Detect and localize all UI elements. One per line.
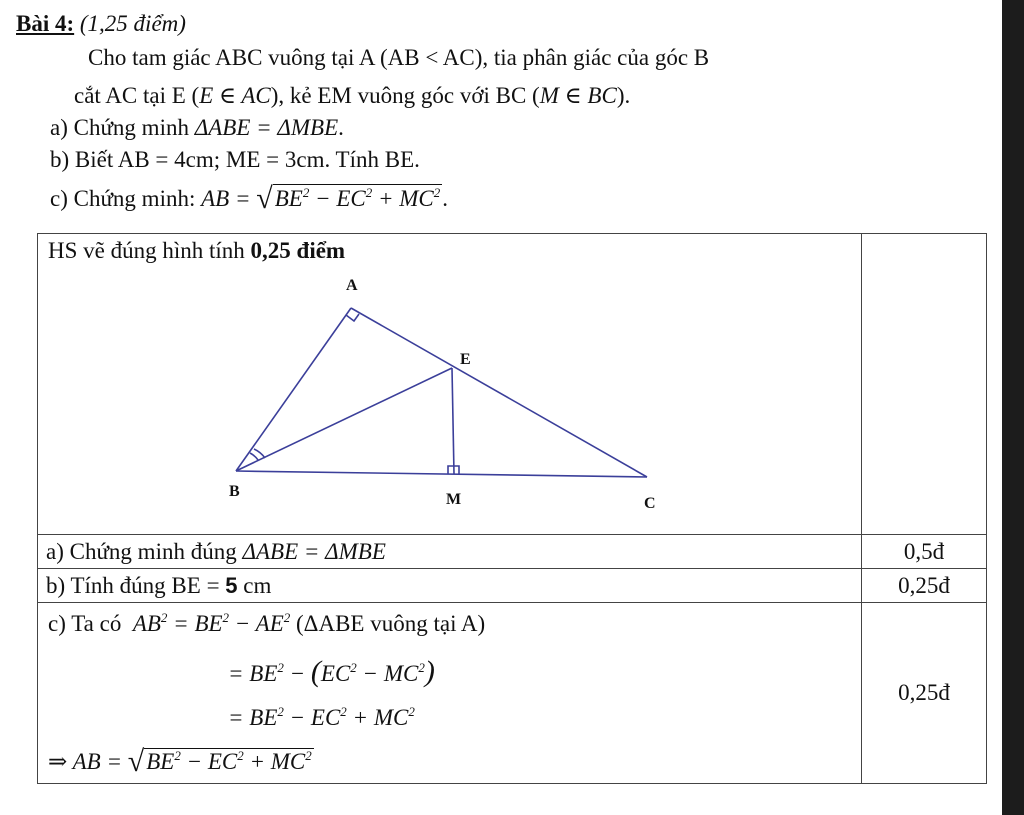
set-e-in-ac: E ∈ AC [199, 83, 271, 108]
part-c-lhs: AB = [201, 186, 251, 211]
figure-score-cell [862, 234, 987, 535]
row-c-content [38, 603, 862, 784]
row-b-text: b) Tính đúng BE = [46, 572, 220, 598]
right-angle-mark-a [346, 314, 359, 321]
side-ab [236, 308, 351, 471]
figure-note-score: 0,25 điểm [250, 238, 346, 263]
problem-label: Bài 4: [16, 11, 75, 36]
triangle-figure [38, 234, 868, 534]
problem-line-2 [74, 82, 630, 110]
part-a-expr: ΔABE = ΔMBE [194, 115, 339, 140]
row-b-content [38, 569, 862, 603]
row-c [38, 603, 987, 784]
row-c-line-4: ⇒ AB = $√BE^2 - EC^2 + MC^2$ [48, 745, 312, 778]
part-c-text: Chứng minh: [73, 186, 196, 211]
row-a-text: a) Chứng minh đúng [46, 538, 237, 564]
side-ac [351, 308, 647, 477]
figure-cell [38, 234, 862, 535]
perpendicular-em [452, 368, 454, 474]
figure-row [38, 234, 987, 535]
problem-title [16, 10, 186, 38]
label-m: M [446, 491, 462, 508]
part-c [50, 184, 448, 213]
label-b: B [229, 483, 240, 500]
line2-mid: ), kẻ EM vuông góc với BC ( [270, 83, 540, 108]
part-c-sqrt: $√BE^2 - EC^2 + MC^2$ [256, 182, 441, 215]
part-b [50, 146, 420, 174]
row-c-line-3: = $BE^2 - EC^2 + MC^2$ [228, 704, 415, 730]
label-e: E [460, 351, 471, 368]
line2-end: ). [616, 83, 631, 108]
row-b-unit: cm [243, 572, 272, 598]
right-edge-strip [1002, 0, 1024, 815]
row-a-content [38, 535, 862, 569]
row-a-expr: ΔABE = ΔMBE [242, 538, 386, 564]
solution-table [37, 233, 987, 784]
row-b-value: 5 [225, 572, 238, 598]
part-b-text: Biết AB = 4cm; ME = 3cm. Tính BE. [74, 147, 420, 172]
part-a [50, 114, 344, 142]
part-b-label: b) [50, 147, 70, 172]
row-c-score: 0,25đ [862, 603, 987, 784]
part-a-end: . [338, 115, 344, 140]
row-b-score: 0,25đ [862, 569, 987, 603]
part-a-text: Chứng minh [73, 115, 189, 140]
row-c-note: (ΔABE vuông tại A) [296, 611, 486, 636]
problem-line-1: Cho tam giác ABC vuông tại A (AB < AC), tia phân giác của góc B [88, 45, 710, 70]
part-c-end: . [442, 186, 449, 211]
angle-mark-b-1 [250, 453, 258, 460]
row-a-score: 0,5đ [862, 535, 987, 569]
row-c-line-2: = $BE^2 - (EC^2 - MC^2)$ [228, 655, 435, 688]
row-c-line-1: c) Ta có $AB^2 = BE^2 - AE^2$ (ΔABE vuông tại A) [48, 610, 486, 636]
label-a: A [346, 277, 358, 294]
set-m-in-bc: M ∈ BC [539, 83, 617, 108]
side-bc [236, 471, 647, 477]
part-a-label: a) [50, 115, 68, 140]
part-c-label: c) [50, 186, 68, 211]
problem-points: (1,25 điểm) [79, 11, 186, 36]
row-b [38, 569, 987, 603]
bisector-be [236, 368, 452, 471]
line2-pre: cắt AC tại E ( [74, 83, 200, 108]
figure-note-pre: HS vẽ đúng hình tính [48, 238, 245, 263]
label-c: C [644, 495, 656, 512]
row-c-intro: c) Ta có [48, 611, 122, 636]
row-a [38, 535, 987, 569]
